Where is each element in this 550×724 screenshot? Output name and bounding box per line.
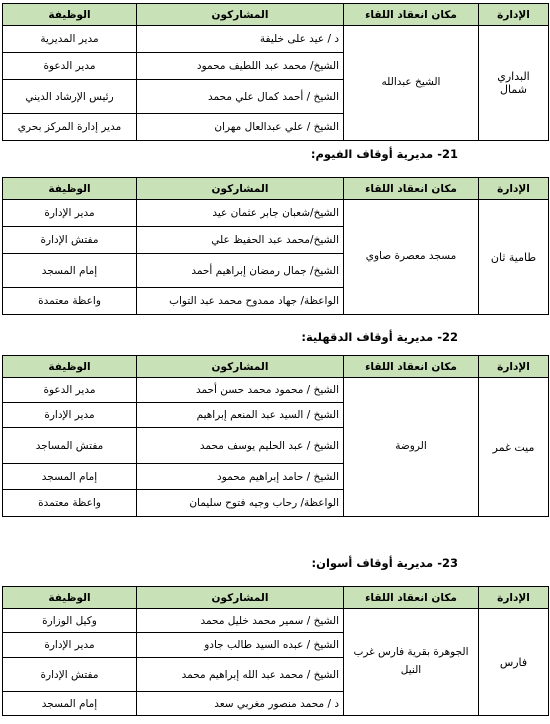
- participant-cell: الشيخ / حامد إبراهيم محمود: [137, 464, 344, 490]
- participant-cell: د / محمد منصور مغربي سعد: [137, 692, 344, 716]
- place-cell: الجوهرة بقرية فارس غرب النيل: [344, 609, 479, 716]
- section-number: 21-: [437, 147, 458, 161]
- participant-cell: الشيخ/ جمال رمضان إبراهيم أحمد: [137, 254, 344, 288]
- table-4: [2, 586, 549, 716]
- table-3: [2, 355, 549, 517]
- header-role: الوظيفة: [3, 587, 137, 609]
- header-place: مكان انعقاد اللقاء: [344, 178, 479, 200]
- header-place: مكان انعقاد اللقاء: [344, 356, 479, 378]
- dept-cell: طامية ثان: [479, 200, 549, 315]
- table-header: [3, 587, 549, 609]
- dept-cell: البداري شمال: [479, 26, 549, 141]
- header-place: مكان انعقاد اللقاء: [344, 4, 479, 26]
- participant-cell: الشيخ / سمير محمد خليل محمد: [137, 609, 344, 633]
- role-cell: مدير إدارة المركز بحري: [3, 114, 137, 141]
- section-number: 23-: [437, 556, 458, 570]
- role-cell: مفتش الإدارة: [3, 227, 137, 254]
- header-participants: المشاركون: [137, 587, 344, 609]
- table-row: [3, 200, 549, 227]
- section-name: مديرية أوقاف الفيوم:: [310, 147, 434, 161]
- section-title-22: [301, 330, 458, 344]
- section-number: 22-: [437, 330, 458, 344]
- table-2: [2, 177, 549, 315]
- header-role: الوظيفة: [3, 178, 137, 200]
- place-cell: مسجد معصرة صاوي: [344, 200, 479, 315]
- role-cell: إمام المسجد: [3, 464, 137, 490]
- participant-cell: الشيخ/ محمد عبد اللطيف محمود: [137, 53, 344, 80]
- section-name: مديرية أوقاف أسوان:: [311, 556, 434, 570]
- role-cell: رئيس الإرشاد الديني: [3, 80, 137, 114]
- participant-cell: الشيخ / محمود محمد حسن أحمد: [137, 378, 344, 403]
- role-cell: واعظة معتمدة: [3, 490, 137, 517]
- participant-cell: الشيخ / محمد عبد الله إبراهيم محمد: [137, 658, 344, 692]
- participant-cell: الواعظة/ رحاب وجيه فتوح سليمان: [137, 490, 344, 517]
- participant-cell: الشيخ / عبده السيد طالب جادو: [137, 633, 344, 658]
- place-cell: الشيخ عبدالله: [344, 26, 479, 141]
- participant-cell: الشيخ / علي عبدالعال مهران: [137, 114, 344, 141]
- role-cell: مدير الدعوة: [3, 378, 137, 403]
- participant-cell: الواعظة/ جهاد ممدوح محمد عبد التواب: [137, 288, 344, 315]
- role-cell: مدير الإدارة: [3, 403, 137, 428]
- header-dept: الإدارة: [479, 178, 549, 200]
- table-header: [3, 356, 549, 378]
- table-row: [3, 378, 549, 403]
- dept-cell: ميت غمر: [479, 378, 549, 517]
- table-row: [3, 26, 549, 53]
- header-dept: الإدارة: [479, 4, 549, 26]
- table-header: [3, 178, 549, 200]
- header-dept: الإدارة: [479, 356, 549, 378]
- participant-cell: الشيخ/شعبان جابر عثمان عيد: [137, 200, 344, 227]
- place-cell: الروضة: [344, 378, 479, 517]
- header-participants: المشاركون: [137, 4, 344, 26]
- role-cell: مدير الإدارة: [3, 200, 137, 227]
- role-cell: مدير الدعوة: [3, 53, 137, 80]
- section-title-21: [311, 147, 458, 161]
- role-cell: مفتش المساجد: [3, 428, 137, 464]
- header-participants: المشاركون: [137, 356, 344, 378]
- role-cell: واعظة معتمدة: [3, 288, 137, 315]
- role-cell: مفتش الإدارة: [3, 658, 137, 692]
- role-cell: مدير الإدارة: [3, 633, 137, 658]
- role-cell: وكيل الوزارة: [3, 609, 137, 633]
- table-header: [3, 4, 549, 26]
- role-cell: إمام المسجد: [3, 692, 137, 716]
- header-participants: المشاركون: [137, 178, 344, 200]
- participant-cell: الشيخ / السيد عبد المنعم إبراهيم: [137, 403, 344, 428]
- participant-cell: الشيخ/محمد عبد الحفيظ علي: [137, 227, 344, 254]
- role-cell: مدير المديرية: [3, 26, 137, 53]
- table-row: [3, 609, 549, 633]
- participant-cell: الشيخ / عبد الحليم يوسف محمد: [137, 428, 344, 464]
- participant-cell: الشيخ / أحمد كمال علي محمد: [137, 80, 344, 114]
- header-dept: الإدارة: [479, 587, 549, 609]
- header-place: مكان انعقاد اللقاء: [344, 587, 479, 609]
- header-role: الوظيفة: [3, 356, 137, 378]
- section-title-23: [312, 556, 458, 570]
- header-role: الوظيفة: [3, 4, 137, 26]
- role-cell: إمام المسجد: [3, 254, 137, 288]
- participant-cell: د / عيد على خليفة: [137, 26, 344, 53]
- table-1: [2, 3, 549, 141]
- section-name: مديرية أوقاف الدقهلية:: [301, 330, 434, 344]
- dept-cell: فارس: [479, 609, 549, 716]
